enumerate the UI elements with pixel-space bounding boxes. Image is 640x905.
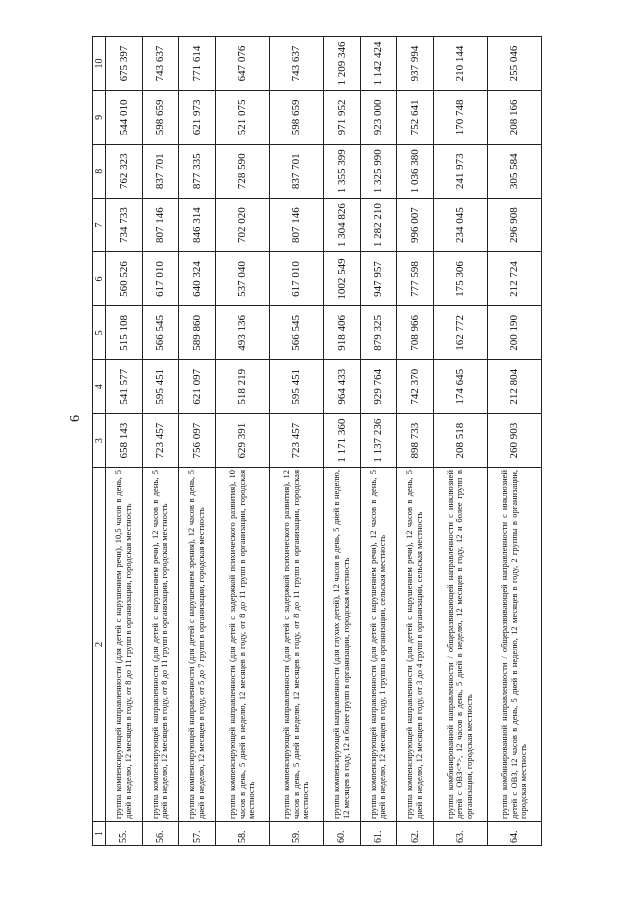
col-header: 8 bbox=[93, 144, 106, 198]
col-header: 6 bbox=[93, 252, 106, 306]
cost-value: 595 451 bbox=[142, 360, 179, 414]
cost-value: 723 457 bbox=[142, 414, 179, 468]
cost-value: 305 584 bbox=[487, 144, 541, 198]
row-number: 62. bbox=[397, 822, 434, 846]
row-description: группа компенсирующей направленности (для детей с нарушением речи), 12 часов в день, 5 дней в неделю, 12 месяцев в году, от 8 до 11 групп в организации, городская местность bbox=[142, 468, 179, 822]
cost-value: 212 804 bbox=[487, 360, 541, 414]
cost-value: 640 324 bbox=[179, 252, 216, 306]
row-number: 60. bbox=[323, 822, 360, 846]
cost-value: 255 046 bbox=[487, 37, 541, 91]
cost-value: 658 143 bbox=[106, 414, 143, 468]
cost-value: 234 045 bbox=[433, 198, 487, 252]
col-header: 4 bbox=[93, 360, 106, 414]
cost-value: 918 406 bbox=[323, 306, 360, 360]
cost-value: 1 036 380 bbox=[397, 144, 434, 198]
cost-value: 566 545 bbox=[142, 306, 179, 360]
row-number: 59. bbox=[269, 822, 323, 846]
cost-value: 708 966 bbox=[397, 306, 434, 360]
row-description: группа компенсирующей направленности (для детей с задержкой психического развития), 12 часов в день, 5 дней в неделю, 12 месяцев в году, от 8 до 11 групп в организации, городская местность bbox=[269, 468, 323, 822]
col-header: 7 bbox=[93, 198, 106, 252]
cost-value: 1 209 346 bbox=[323, 37, 360, 91]
cost-value: 929 764 bbox=[360, 360, 397, 414]
cost-value: 837 701 bbox=[269, 144, 323, 198]
table-row bbox=[360, 37, 397, 846]
cost-value: 241 973 bbox=[433, 144, 487, 198]
row-description: группа комбинированной направленности / общеразвивающей направленности с инклюзией детей с ОВЗ, 12 часов в день, 5 дней в неделю, 12 месяцев в году, 2 группы в организации, городская местность bbox=[487, 468, 541, 822]
cost-value: 1 325 990 bbox=[360, 144, 397, 198]
cost-value: 1 171 360 bbox=[323, 414, 360, 468]
cost-value: 647 076 bbox=[215, 37, 269, 91]
cost-value: 1002 549 bbox=[323, 252, 360, 306]
cost-value: 212 724 bbox=[487, 252, 541, 306]
cost-value: 743 637 bbox=[142, 37, 179, 91]
col-header: 3 bbox=[93, 414, 106, 468]
cost-value: 200 190 bbox=[487, 306, 541, 360]
cost-value: 589 860 bbox=[179, 306, 216, 360]
cost-value: 807 146 bbox=[142, 198, 179, 252]
cost-value: 566 545 bbox=[269, 306, 323, 360]
table-row bbox=[179, 37, 216, 846]
cost-value: 544 010 bbox=[106, 90, 143, 144]
cost-value: 174 645 bbox=[433, 360, 487, 414]
row-description: группа компенсирующей направленности (для детей с нарушением речи), 10,5 часов в день, 5 дней в неделю, 12 месяцев в году, от 8 до 11 групп в организации, городская местность bbox=[106, 468, 143, 822]
row-number: 56. bbox=[142, 822, 179, 846]
cost-value: 923 000 bbox=[360, 90, 397, 144]
cost-value: 1 282 210 bbox=[360, 198, 397, 252]
cost-value: 723 457 bbox=[269, 414, 323, 468]
cost-value: 1 355 399 bbox=[323, 144, 360, 198]
cost-value: 162 772 bbox=[433, 306, 487, 360]
cost-value: 879 325 bbox=[360, 306, 397, 360]
cost-value: 898 733 bbox=[397, 414, 434, 468]
row-description: группа компенсирующей направленности (для глухих детей), 12 часов в день, 5 дней в неделю, 12 месяцев в году, 12 и более групп в организации, городская местность bbox=[323, 468, 360, 822]
row-description: группа компенсирующей направленности (для детей с нарушением зрения), 12 часов в день, 5 дней в неделю, 12 месяцев в году, от 5 до 7 групп в организации, городская местность bbox=[179, 468, 216, 822]
cost-value: 846 314 bbox=[179, 198, 216, 252]
cost-value: 598 659 bbox=[269, 90, 323, 144]
cost-value: 260 903 bbox=[487, 414, 541, 468]
col-header: 1 bbox=[93, 822, 106, 846]
cost-value: 762 323 bbox=[106, 144, 143, 198]
cost-value: 777 598 bbox=[397, 252, 434, 306]
cost-value: 621 973 bbox=[179, 90, 216, 144]
table-row bbox=[487, 37, 541, 846]
cost-value: 515 108 bbox=[106, 306, 143, 360]
cost-value: 937 994 bbox=[397, 37, 434, 91]
col-header: 10 bbox=[93, 37, 106, 91]
cost-value: 617 010 bbox=[142, 252, 179, 306]
cost-value: 743 637 bbox=[269, 37, 323, 91]
col-header: 9 bbox=[93, 90, 106, 144]
cost-value: 541 577 bbox=[106, 360, 143, 414]
cost-value: 734 733 bbox=[106, 198, 143, 252]
cost-value: 728 590 bbox=[215, 144, 269, 198]
cost-value: 598 659 bbox=[142, 90, 179, 144]
cost-value: 521 075 bbox=[215, 90, 269, 144]
cost-value: 964 433 bbox=[323, 360, 360, 414]
row-description: группа компенсирующей направленности (для детей с нарушением речи), 12 часов в день, 5 дней в неделю, 12 месяцев в году, 1 группа в организации, сельская местность bbox=[360, 468, 397, 822]
cost-value: 617 010 bbox=[269, 252, 323, 306]
cost-table bbox=[92, 36, 542, 846]
cost-value: 771 614 bbox=[179, 37, 216, 91]
cost-value: 493 136 bbox=[215, 306, 269, 360]
cost-value: 996 007 bbox=[397, 198, 434, 252]
cost-value: 675 397 bbox=[106, 37, 143, 91]
row-number: 64. bbox=[487, 822, 541, 846]
cost-value: 752 641 bbox=[397, 90, 434, 144]
cost-value: 947 957 bbox=[360, 252, 397, 306]
cost-value: 208 166 bbox=[487, 90, 541, 144]
row-number: 58. bbox=[215, 822, 269, 846]
cost-value: 560 526 bbox=[106, 252, 143, 306]
cost-value: 595 451 bbox=[269, 360, 323, 414]
col-header: 2 bbox=[93, 468, 106, 822]
cost-value: 1 137 236 bbox=[360, 414, 397, 468]
row-number: 57. bbox=[179, 822, 216, 846]
cost-value: 210 144 bbox=[433, 37, 487, 91]
cost-value: 621 097 bbox=[179, 360, 216, 414]
row-number: 55. bbox=[106, 822, 143, 846]
cost-value: 208 518 bbox=[433, 414, 487, 468]
cost-value: 756 097 bbox=[179, 414, 216, 468]
row-number: 63. bbox=[433, 822, 487, 846]
rotated-table-area bbox=[92, 36, 542, 846]
row-number: 61. bbox=[360, 822, 397, 846]
cost-value: 537 040 bbox=[215, 252, 269, 306]
table-row bbox=[269, 37, 323, 846]
table-row bbox=[215, 37, 269, 846]
col-header: 5 bbox=[93, 306, 106, 360]
cost-value: 702 020 bbox=[215, 198, 269, 252]
cost-value: 1 304 826 bbox=[323, 198, 360, 252]
table-row bbox=[323, 37, 360, 846]
cost-value: 742 370 bbox=[397, 360, 434, 414]
cost-value: 170 748 bbox=[433, 90, 487, 144]
table-row bbox=[433, 37, 487, 846]
cost-value: 837 701 bbox=[142, 144, 179, 198]
cost-value: 877 335 bbox=[179, 144, 216, 198]
row-description: группа компенсирующей направленности (для детей с задержкой психического развития), 10 часов в день, 5 дней в неделю, 12 месяцев в году, от 8 до 11 групп в организации, городская местность bbox=[215, 468, 269, 822]
cost-value: 175 306 bbox=[433, 252, 487, 306]
cost-value: 971 952 bbox=[323, 90, 360, 144]
table-row bbox=[397, 37, 434, 846]
row-description: группа комбинированной направленности / общеразвивающей направленности с инклюзией детей с ОВЗ<*>, 12 часов в день, 5 дней в неделю, 12 месяцев в году, 12 и более групп в организации, городская местность bbox=[433, 468, 487, 822]
row-description: группа компенсирующей направленности (для детей с нарушением речи), 12 часов в день, 5 дней в неделю, 12 месяцев в году, от 3 до 4 групп в организации, сельская местность bbox=[397, 468, 434, 822]
cost-value: 629 391 bbox=[215, 414, 269, 468]
cost-value: 1 142 424 bbox=[360, 37, 397, 91]
table-row bbox=[142, 37, 179, 846]
page-number: 6 bbox=[68, 415, 83, 422]
cost-value: 518 219 bbox=[215, 360, 269, 414]
header-row bbox=[93, 37, 106, 846]
cost-value: 296 908 bbox=[487, 198, 541, 252]
cost-value: 807 146 bbox=[269, 198, 323, 252]
table-row bbox=[106, 37, 143, 846]
